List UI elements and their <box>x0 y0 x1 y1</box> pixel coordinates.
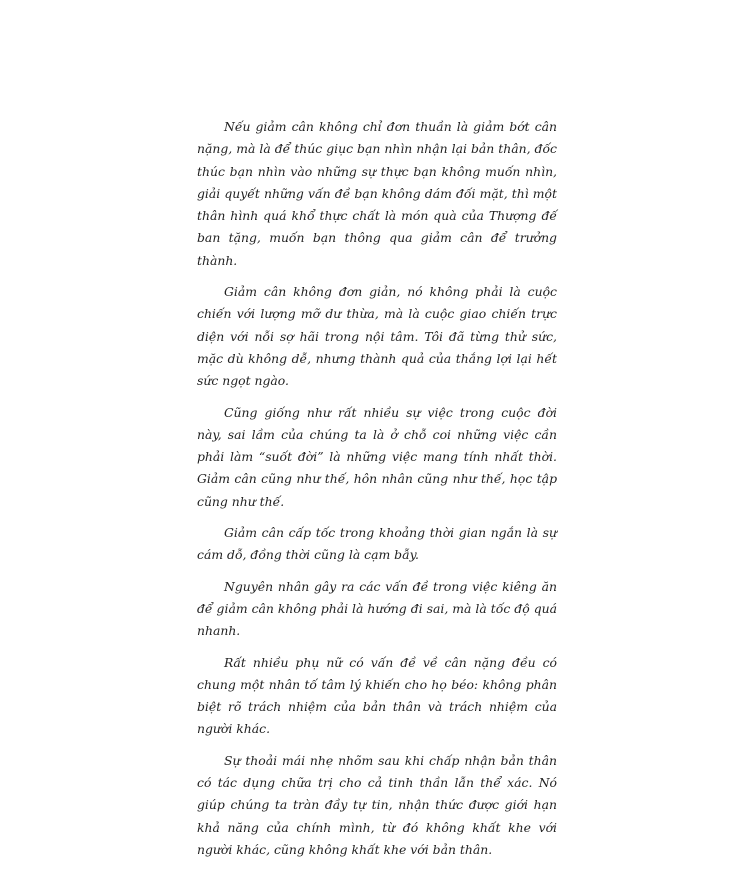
paragraph-3: Cũng giống như rất nhiều sự việc trong cuộc đời này, sai lầm của chúng ta là ở chỗ coi những việc cần phải làm “suốt đời” là những việc mang tính nhất thời. Giảm cân cũng như thế, hôn nhân cũng như thế, học tập cũng như thế. <box>197 404 557 509</box>
paragraph-1: Nếu giảm cân không chỉ đơn thuần là giảm bớt cân nặng, mà là để thúc giục bạn nhìn nhận lại bản thân, đốc thúc bạn nhìn vào những sự thực bạn không muốn nhìn, giải quyết những vấn đề bạn không dám đối mặt, thì một thân hình quá khổ thực chất là món quà của Thượng đế ban tặng, muốn bạn thông qua giảm cân để trưởng thành. <box>197 119 557 268</box>
paragraph-2: Giảm cân không đơn giản, nó không phải là cuộc chiến với lượng mỡ dư thừa, mà là cuộc giao chiến trực diện với nỗi sợ hãi trong nội tâm. Tôi đã từng thử sức, mặc dù không dễ, nhưng thành quả của thắng lợi lại hết sức ngọt ngào. <box>197 284 557 389</box>
paragraph-6: Rất nhiều phụ nữ có vấn đề về cân nặng đều có chung một nhân tố tâm lý khiến cho họ béo: không phân biệt rõ trách nhiệm của bản thân và trách nhiệm của người khác. <box>197 654 557 737</box>
paragraph-7: Sự thoải mái nhẹ nhõm sau khi chấp nhận bản thân có tác dụng chữa trị cho cả tinh thần lẫn thể xác. Nó giúp chúng ta tràn đầy tự tin, nhận thức được giới hạn khả năng của chính mình, từ đó không khất khe với người khác, cũng không khất khe với bản thân. <box>197 752 557 857</box>
body-text <box>197 116 557 870</box>
paragraph-4: Giảm cân cấp tốc trong khoảng thời gian ngắn là sự cám dỗ, đồng thời cũng là cạm bẫy. <box>197 525 557 563</box>
paragraph-5: Nguyên nhân gây ra các vấn đề trong việc kiêng ăn để giảm cân không phải là hướng đi sai, mà là tốc độ quá nhanh. <box>197 578 557 639</box>
